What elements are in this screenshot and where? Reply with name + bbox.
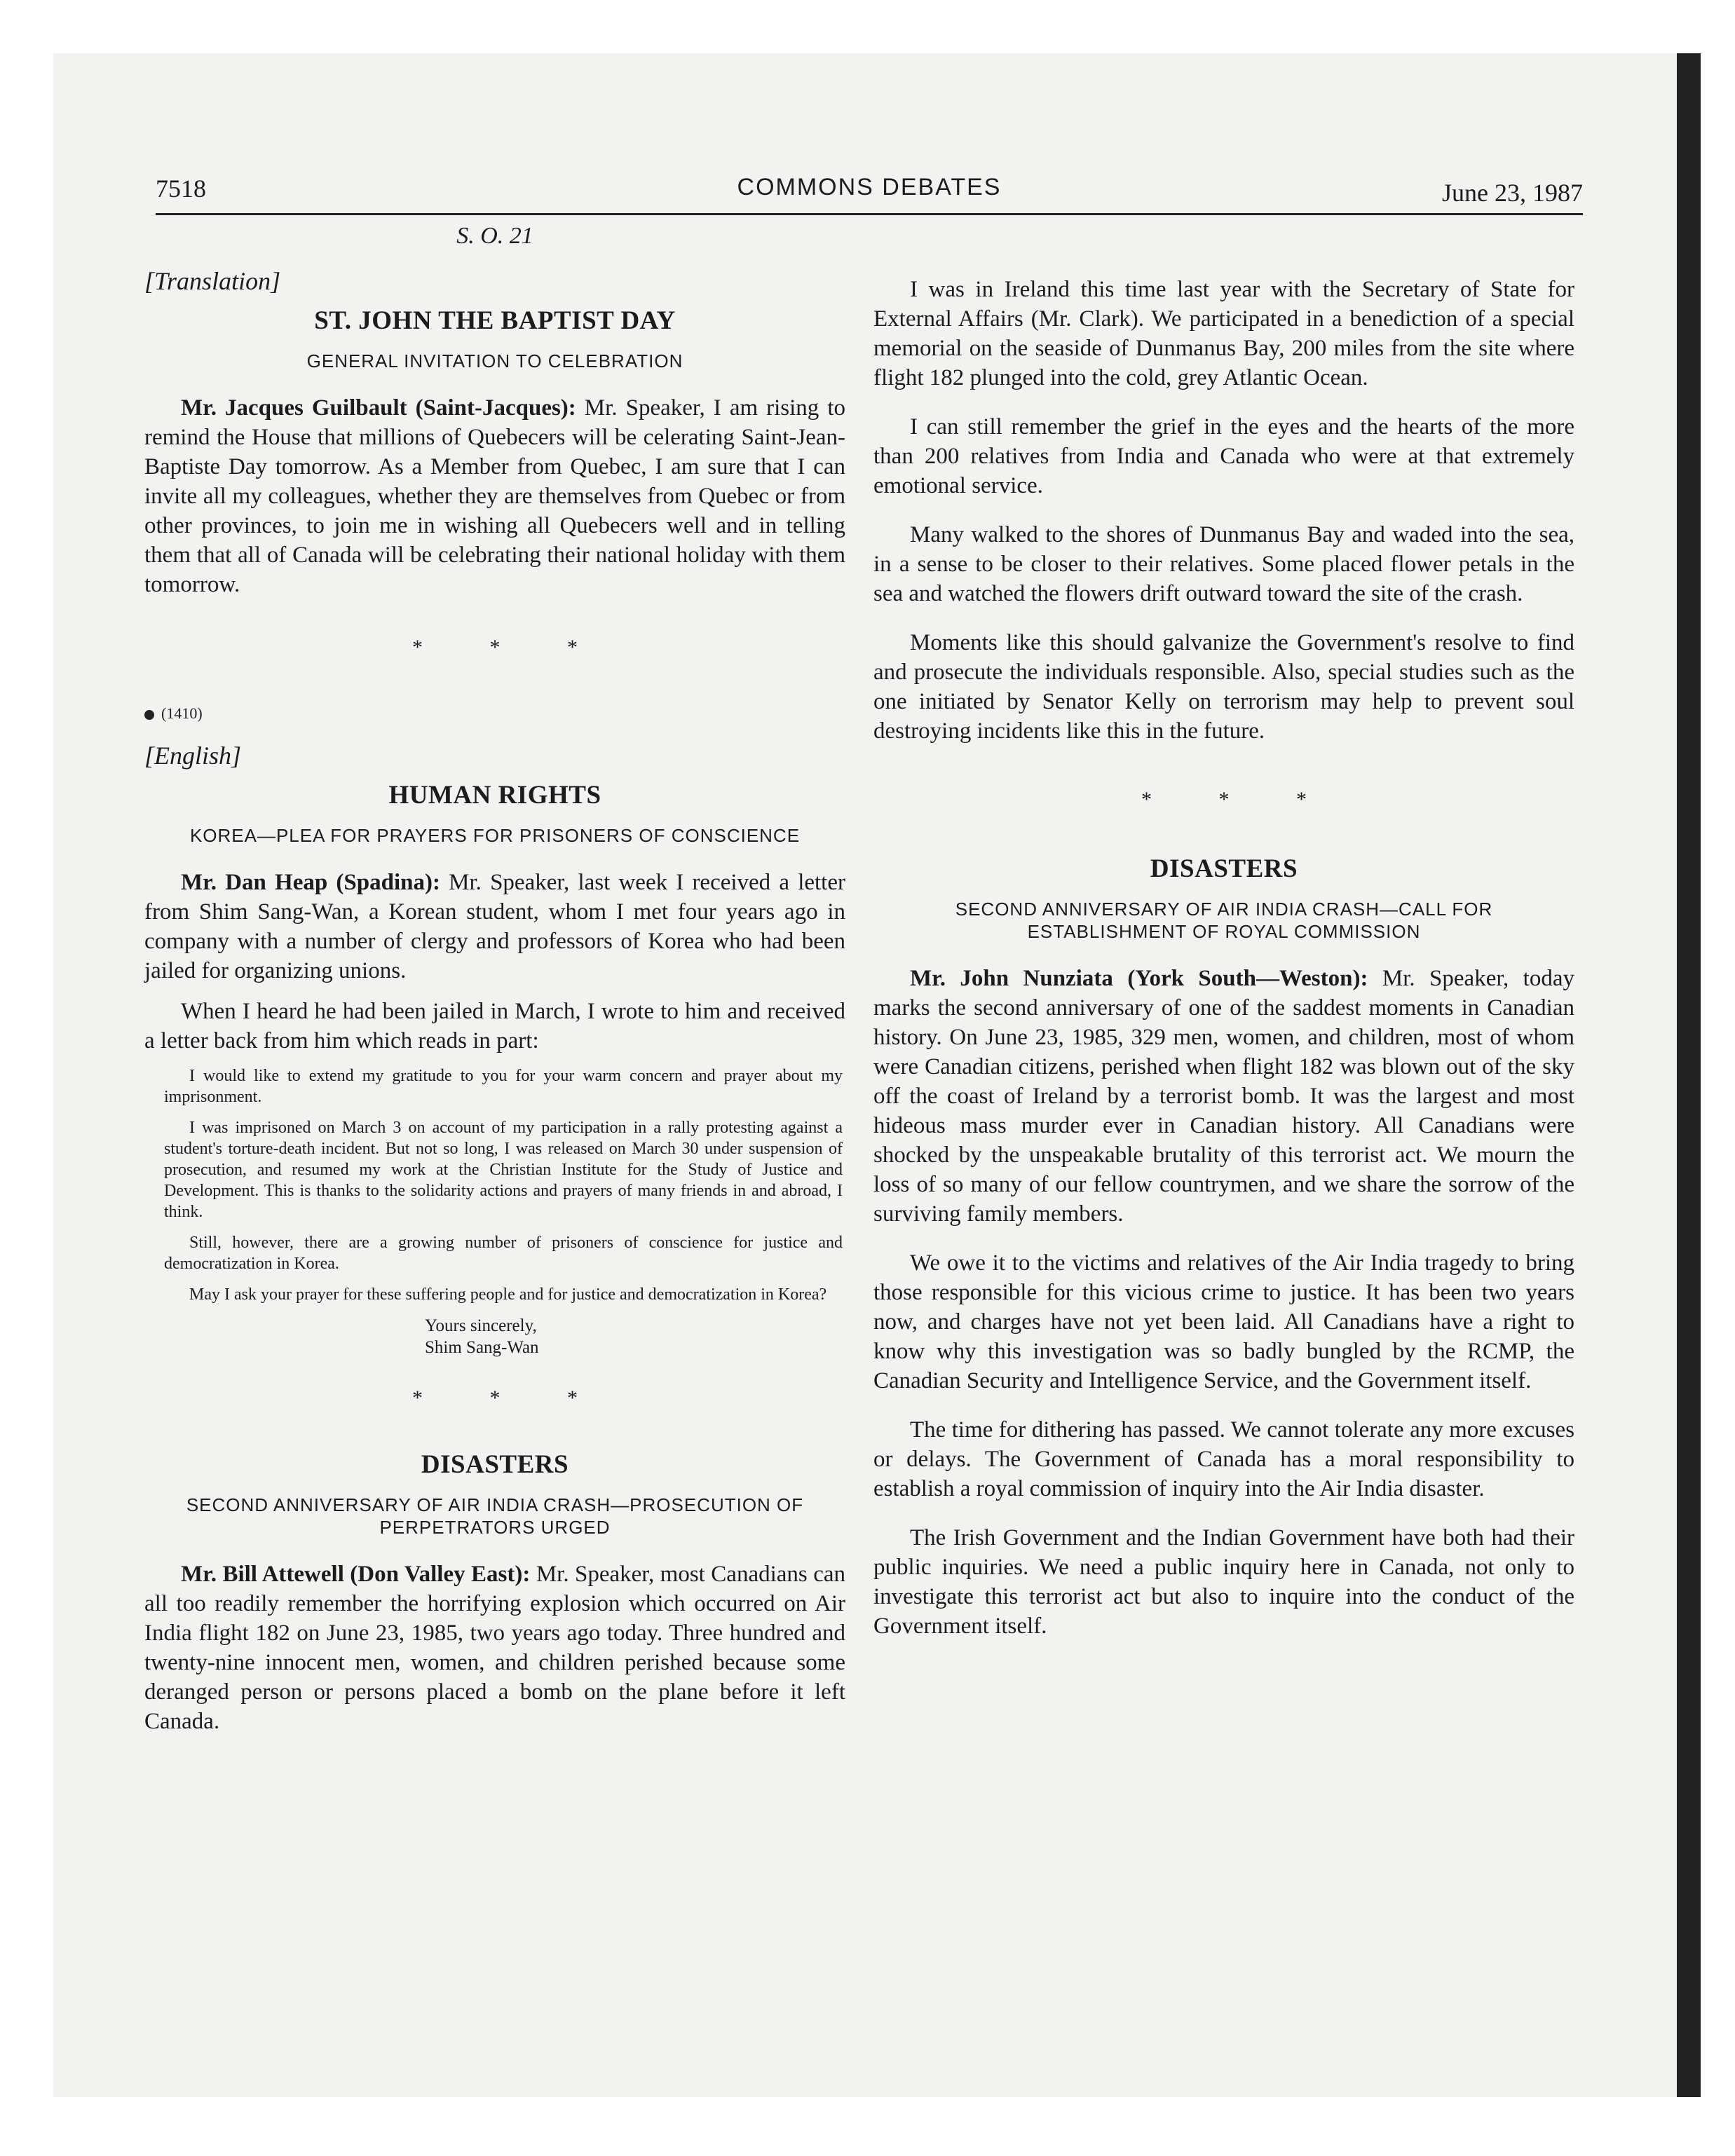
section-separator: * * *	[412, 636, 608, 659]
publication-title: COMMONS DEBATES	[737, 174, 1002, 200]
section-subheading: GENERAL INVITATION TO CELEBRATION	[306, 350, 683, 371]
right-column	[873, 275, 1574, 1641]
section-heading: DISASTERS	[421, 1450, 569, 1479]
speech-paragraph	[144, 868, 845, 985]
speech-text: Mr. Speaker, most Canadians can all too readily remember the horrifying explosion which occurred on Air India flight 182 on June 23, 1985, two years ago today. Three hundred and twenty-nine innocent men, women, and children perished because some deranged person or persons placed a bomb on the plane before it left Canada.	[144, 1562, 845, 1734]
spacer	[144, 985, 845, 997]
section-separator: * * *	[1141, 788, 1338, 811]
speaker-name: Mr. Jacques Guilbault (Saint-Jacques):	[181, 395, 576, 421]
section-heading: HUMAN RIGHTS	[388, 781, 601, 810]
time-marker	[144, 704, 845, 723]
speech-paragraph	[144, 1560, 845, 1736]
speech-paragraph: We owe it to the victims and relatives of the Air India tragedy to bring those responsible for this vicious crime to justice. It has been two years now, and charges have not yet been laid. All Canadians have a right to know why this investigation was so badly bungled by the RCMP, the Canadian Security and Intelligence Service, and the Government itself.	[873, 1250, 1574, 1393]
speech-paragraph: I was in Ireland this time last year with the Secretary of State for External Affairs (Mr. Clark). We participated in a benediction of a special memorial on the seaside of Dunmanus Bay, 200 miles from the site where flight 182 plunged into the cold, grey Atlantic Ocean.	[873, 277, 1574, 390]
speech-text: Mr. Speaker, today marks the second anniversary of one of the saddest moments in Canadian history. On June 23, 1985, 329 men, women, and children, most of whom were Canadian citizens, perished when flight 182 was blown out of the sky off the coast of Ireland by a terrorist bomb. It was the largest and most hideous mass murder ever in Canadian history. All Canadians were shocked by the unspeakable brutality of this terrorist act. We mourn the loss of so many of our fellow countrymen, and we share the sorrow of the surviving family members.	[873, 966, 1575, 1227]
scan-edge-shadow	[1677, 53, 1701, 2097]
section-subheading: KOREA—PLEA FOR PRAYERS FOR PRISONERS OF CONSCIENCE	[189, 825, 801, 846]
spacer	[144, 1056, 845, 1065]
speech-paragraph: Many walked to the shores of Dunmanus Bay and waded into the sea, in a sense to be closer to their relatives. Some placed flower petals in the sea and watched the flowers drift outward toward the site of the crash.	[873, 522, 1574, 606]
left-column	[144, 223, 845, 1736]
spacer	[873, 1503, 1574, 1523]
quoted-letter-paragraph: Still, however, there are a growing number of prisoners of conscience for justice and democratization in Korea.	[164, 1234, 843, 1273]
letter-signature: Shim Sang-Wan	[425, 1338, 539, 1357]
running-header	[156, 174, 1583, 215]
speech-paragraph: When I heard he had been jailed in March, I wrote to him and received a letter back from him which reads in part:	[144, 999, 845, 1053]
section-heading: ST. JOHN THE BAPTIST DAY	[314, 306, 676, 335]
section-heading: DISASTERS	[1150, 854, 1298, 883]
header-date: June 23, 1987	[1442, 179, 1583, 207]
speech-paragraph: The time for dithering has passed. We cannot tolerate any more excuses or delays. The Government of Canada has a moral responsibility to establish a royal commission of inquiry into the Air India disaster.	[873, 1417, 1574, 1501]
language-note-english: [English]	[144, 742, 242, 770]
section-subheading: SECOND ANNIVERSARY OF AIR INDIA CRASH—PROSECUTION OF PERPETRATORS URGED	[186, 1494, 804, 1538]
section-subheading: SECOND ANNIVERSARY OF AIR INDIA CRASH—CALL FOR ESTABLISHMENT OF ROYAL COMMISSION	[955, 899, 1493, 942]
spacer	[873, 608, 1574, 628]
bullet-icon	[144, 710, 154, 720]
quoted-letter-paragraph: I was imprisoned on March 3 on account of my participation in a rally protesting against a student's torture-death incident. But not so long, I was released on March 30 under suspension of prosecution, and resumed my work at the Christian Institute for the Study of Justice and Development. This is thanks to the solidarity actions and prayers of many friends in and abroad, I think.	[164, 1119, 843, 1221]
time-marker-text: (1410)	[161, 704, 203, 722]
quoted-letter-paragraph: May I ask your prayer for these suffering people and for justice and democratization in Korea?	[189, 1285, 827, 1304]
speaker-name: Mr. John Nunziata (York South—Weston):	[910, 966, 1368, 991]
speech-paragraph	[873, 964, 1574, 1229]
standing-order-label: S. O. 21	[456, 223, 533, 249]
spacer	[873, 500, 1574, 520]
speaker-name: Mr. Dan Heap (Spadina):	[181, 870, 440, 895]
speech-paragraph: The Irish Government and the Indian Government have both had their public inquiries. We need a public inquiry here in Canada, not only to investigate this terrorist act but also to inquire into the conduct of the Government itself.	[873, 1525, 1574, 1639]
speech-text: Mr. Speaker, last week I received a letter from Shim Sang-Wan, a Korean student, whom I met four years ago in company with a number of clergy and professors of Korea who had been jailed for organizing unions.	[144, 870, 845, 983]
spacer	[873, 393, 1574, 412]
speech-paragraph: I can still remember the grief in the eyes and the hearts of the more than 200 relatives from India and Canada who were at that extremely emotional service.	[873, 414, 1574, 498]
speech-text: Mr. Speaker, I am rising to remind the House that millions of Quebecers will be celerating Saint-Jean-Baptiste Day tomorrow. As a Member from Quebec, I am sure that I can invite all my colleagues, whether they are themselves from Quebec or from other provinces, to join me in wishing all Quebecers well and in telling them that all of Canada will be celebrating their national holiday with them tomorrow.	[144, 395, 845, 597]
language-note-translation: [Translation]	[144, 267, 281, 295]
spacer	[873, 1229, 1574, 1248]
speaker-name: Mr. Bill Attewell (Don Valley East):	[181, 1562, 531, 1587]
spacer	[873, 1396, 1574, 1415]
page-number: 7518	[156, 175, 206, 203]
letter-closing: Yours sincerely,	[425, 1316, 537, 1335]
quoted-letter-paragraph: I would like to extend my gratitude to you for your warm concern and prayer about my imprisonment.	[164, 1067, 843, 1106]
section-separator: * * *	[412, 1386, 608, 1410]
speech-paragraph	[144, 393, 845, 599]
speech-paragraph: Moments like this should galvanize the Government's resolve to find and prosecute the individuals responsible. Also, special studies such as the one initiated by Senator Kelly on terrorism may help to prevent soul destroying incidents like this in the future.	[873, 630, 1574, 744]
